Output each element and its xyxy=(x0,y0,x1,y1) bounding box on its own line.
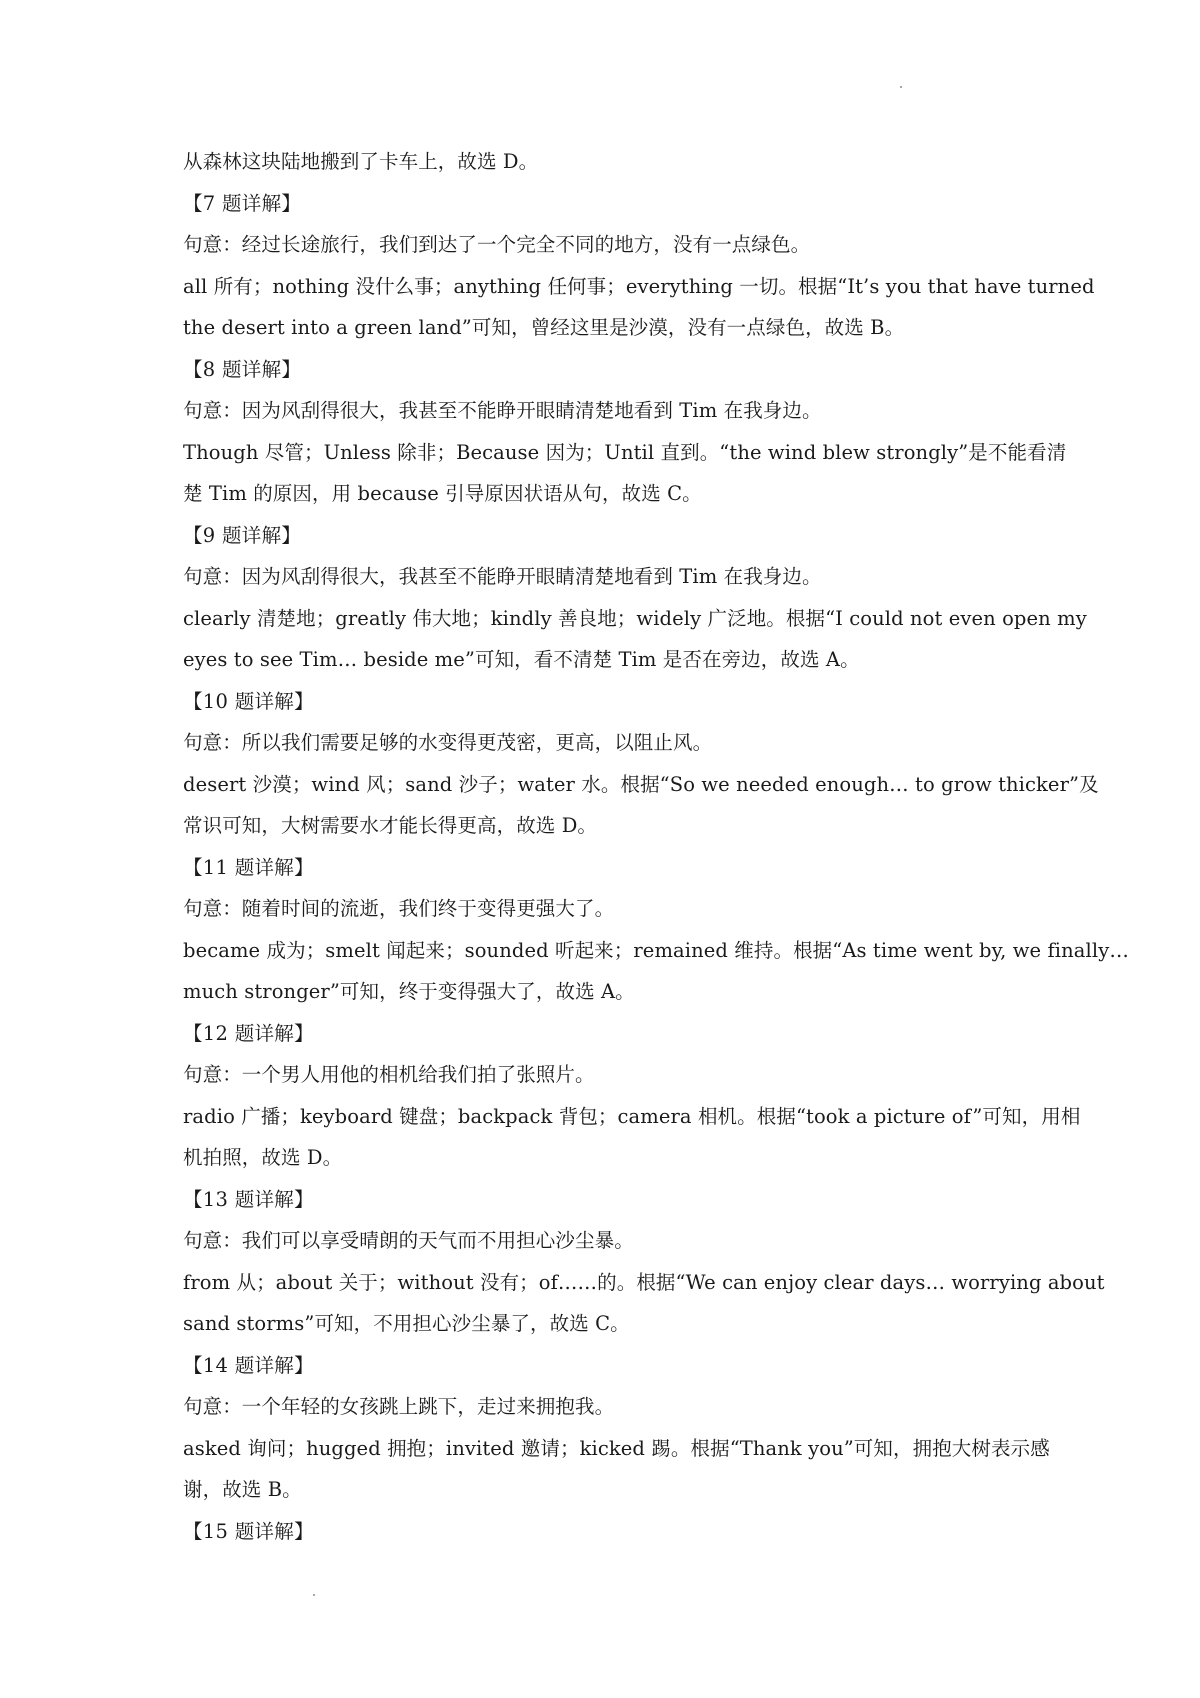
paragraph-line: all 所有；nothing 没什么事；anything 任何事；everything 一切。根据“It’s you that have turned xyxy=(183,274,1095,298)
paragraph-line: radio 广播；keyboard 键盘；backpack 背包；camera 相机。根据“took a picture of”可知，用相 xyxy=(183,1104,1081,1128)
question-heading: 【14 题详解】 xyxy=(183,1353,314,1377)
paragraph-line: from 从；about 关于；without 没有；of……的。根据“We can enjoy clear days… worrying about xyxy=(183,1270,1105,1294)
paragraph-line: 句意：因为风刮得很大，我甚至不能睁开眼睛清楚地看到 Tim 在我身边。 xyxy=(183,565,822,588)
scan-speck xyxy=(313,1594,315,1596)
paragraph-line: eyes to see Tim… beside me”可知，看不清楚 Tim 是否在旁边，故选 A。 xyxy=(183,648,860,671)
paragraph-line: 从森林这块陆地搬到了卡车上，故选 D。 xyxy=(183,150,539,173)
paragraph-line: 句意：随着时间的流逝，我们终于变得更强大了。 xyxy=(183,897,615,920)
question-heading: 【10 题详解】 xyxy=(183,689,314,713)
paragraph-line: 谢，故选 B。 xyxy=(183,1478,302,1501)
paragraph-line: 句意：因为风刮得很大，我甚至不能睁开眼睛清楚地看到 Tim 在我身边。 xyxy=(183,399,822,422)
paragraph-line: Though 尽管；Unless 除非；Because 因为；Until 直到。“the wind blew strongly”是不能看清 xyxy=(183,440,1067,464)
paragraph-line: desert 沙漠；wind 风；sand 沙子；water 水。根据“So we needed enough… to grow thicker”及 xyxy=(183,772,1099,796)
answer-explanations xyxy=(183,141,1129,1552)
paragraph-line: asked 询问；hugged 拥抱；invited 邀请；kicked 踢。根据“Thank you”可知，拥抱大树表示感 xyxy=(183,1436,1050,1460)
paragraph-line: 句意：经过长途旅行，我们到达了一个完全不同的地方，没有一点绿色。 xyxy=(183,233,811,256)
paragraph-line: 句意：一个男人用他的相机给我们拍了张照片。 xyxy=(183,1063,595,1086)
question-heading: 【12 题详解】 xyxy=(183,1021,314,1045)
paragraph-line: 楚 Tim 的原因，用 because 引导原因状语从句，故选 C。 xyxy=(183,482,702,505)
question-heading: 【15 题详解】 xyxy=(183,1519,314,1543)
paragraph-line: became 成为；smelt 闻起来；sounded 听起来；remained 维持。根据“As time went by, we finally… xyxy=(183,938,1129,962)
paragraph-line: 句意：一个年轻的女孩跳上跳下，走过来拥抱我。 xyxy=(183,1395,615,1418)
question-heading: 【8 题详解】 xyxy=(183,357,302,381)
paragraph-line: the desert into a green land”可知，曾经这里是沙漠，没有一点绿色，故选 B。 xyxy=(183,316,905,339)
paragraph-line: 常识可知，大树需要水才能长得更高，故选 D。 xyxy=(183,814,598,837)
question-heading: 【9 题详解】 xyxy=(183,523,302,547)
paragraph-line: 句意：所以我们需要足够的水变得更茂密，更高，以阻止风。 xyxy=(183,731,713,754)
paragraph-line: 机拍照，故选 D。 xyxy=(183,1146,343,1169)
paragraph-line: sand storms”可知，不用担心沙尘暴了，故选 C。 xyxy=(183,1312,630,1335)
question-heading: 【13 题详解】 xyxy=(183,1187,314,1211)
question-heading: 【7 题详解】 xyxy=(183,191,302,215)
paragraph-line: 句意：我们可以享受晴朗的天气而不用担心沙尘暴。 xyxy=(183,1229,634,1252)
scan-speck xyxy=(900,86,902,88)
paragraph-line: much stronger”可知，终于变得强大了，故选 A。 xyxy=(183,980,635,1003)
paragraph-line: clearly 清楚地；greatly 伟大地；kindly 善良地；widely 广泛地。根据“I could not even open my xyxy=(183,606,1087,630)
question-heading: 【11 题详解】 xyxy=(183,855,314,879)
